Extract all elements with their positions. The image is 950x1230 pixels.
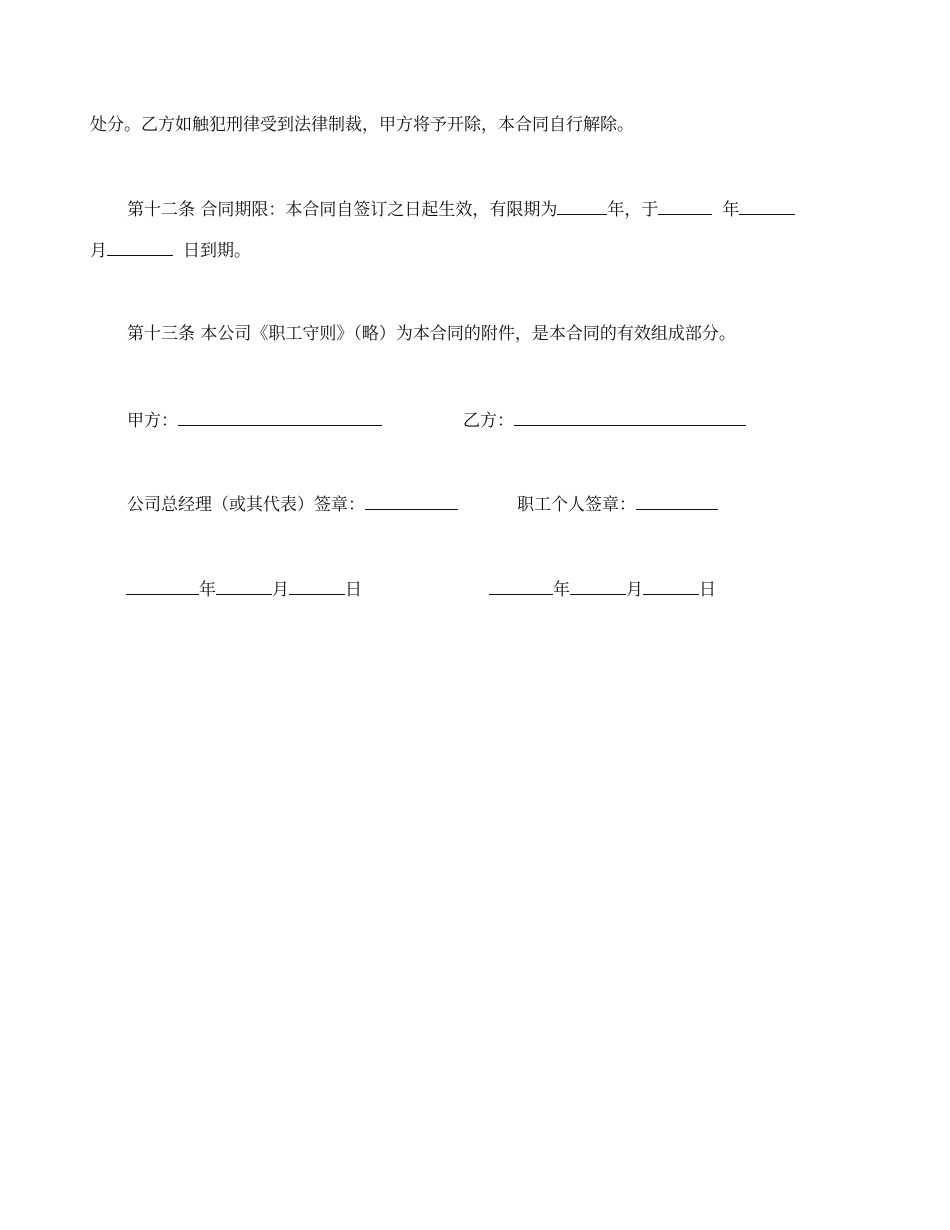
clause-12-year-unit: 年 — [722, 200, 740, 220]
employee-date-day-blank[interactable] — [643, 577, 699, 595]
expiry-month-blank[interactable] — [739, 197, 795, 215]
employee-signature-line — [517, 492, 718, 516]
party-b-field[interactable] — [514, 408, 746, 426]
company-date-day-label: 日 — [345, 580, 362, 600]
employee-date-month-blank[interactable] — [570, 577, 626, 595]
clause-12-year-text: 年，于 — [607, 200, 659, 220]
employee-date-year-blank[interactable] — [489, 577, 553, 595]
term-years-blank[interactable] — [557, 197, 607, 215]
company-date-month-label: 月 — [272, 580, 289, 600]
party-a-line — [127, 408, 382, 432]
clause-11-text: 处分。乙方如触犯刑律受到法律制裁，甲方将予开除，本合同自行解除。 — [90, 115, 634, 135]
clause-12-end-text: 日到期。 — [183, 241, 251, 261]
party-a-label: 甲方： — [127, 411, 178, 431]
clause-12-line-1 — [127, 197, 795, 221]
company-date-month-blank[interactable] — [216, 577, 272, 595]
party-b-label: 乙方： — [463, 411, 514, 431]
company-signature-field[interactable] — [365, 492, 458, 510]
clause-12-line-2 — [90, 238, 251, 262]
party-a-field[interactable] — [178, 408, 382, 426]
clause-13-text: 第十三条 本公司《职工守则》（略）为本合同的附件，是本合同的有效组成部分。 — [127, 324, 736, 344]
party-b-line — [463, 408, 746, 432]
company-date-day-blank[interactable] — [289, 577, 345, 595]
company-signature-line — [127, 492, 458, 516]
clause-12-text: 第十二条 合同期限：本合同自签订之日起生效，有限期为 — [127, 200, 558, 220]
company-date-year-blank[interactable] — [126, 577, 199, 595]
clause-11-continuation — [90, 113, 634, 137]
employee-date-line — [489, 577, 716, 601]
clause-12-month-unit: 月 — [90, 241, 107, 261]
employee-date-year-label: 年 — [553, 580, 570, 600]
company-date-year-label: 年 — [199, 580, 216, 600]
expiry-year-blank[interactable] — [658, 197, 712, 215]
company-signature-label: 公司总经理（或其代表）签章： — [127, 495, 365, 515]
clause-13 — [127, 322, 736, 346]
employee-signature-field[interactable] — [636, 492, 718, 510]
employee-date-day-label: 日 — [699, 580, 716, 600]
employee-date-month-label: 月 — [626, 580, 643, 600]
company-date-line — [126, 577, 362, 601]
employee-signature-label: 职工个人签章： — [517, 495, 636, 515]
expiry-day-blank[interactable] — [107, 238, 173, 256]
